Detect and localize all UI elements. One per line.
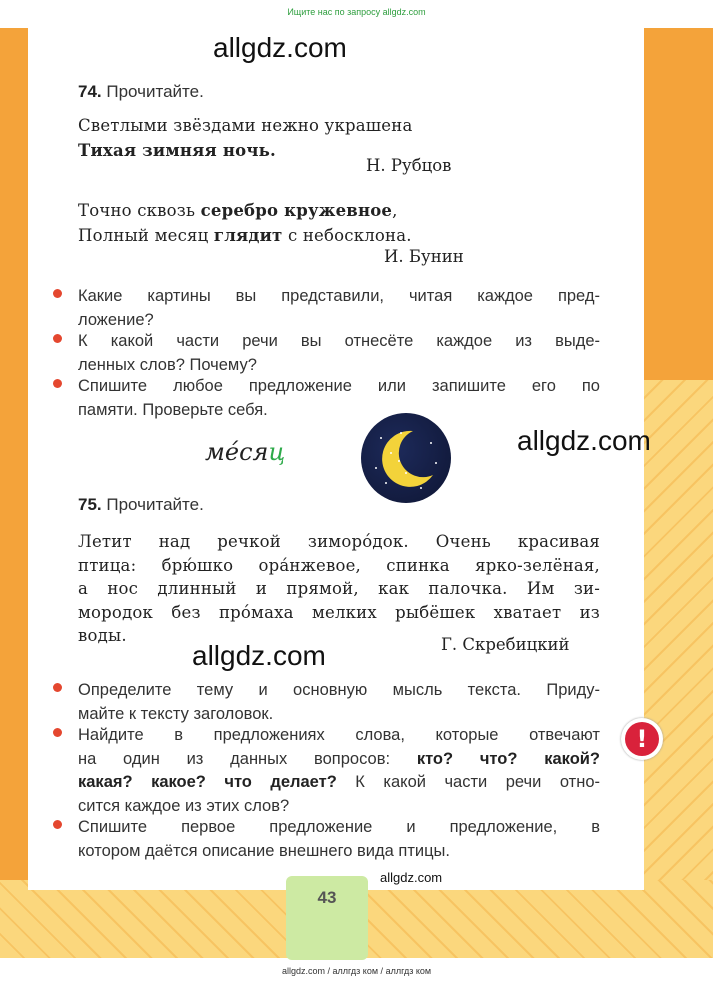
exercise-75-text — [78, 530, 600, 648]
question-2 — [78, 724, 600, 818]
question-1 — [78, 679, 600, 726]
question-line — [78, 748, 600, 772]
footer-note — [0, 966, 713, 976]
text-span: К какой части речи отно- — [336, 773, 600, 791]
exclamation-icon: ! — [625, 722, 659, 756]
handwritten-word — [205, 438, 285, 466]
text-line: птица: брю́шко ора́нжевое, спинка ярко-зелёная, — [78, 555, 600, 575]
question-line: ленных слов? Почему? — [78, 355, 257, 374]
question-line — [78, 771, 600, 795]
footer-link[interactable]: allgdz.com — [281, 966, 325, 976]
question-line: Определите тему и основную мысль текста. Приду- — [78, 681, 600, 699]
question-3 — [78, 816, 600, 863]
footer-separator: / — [380, 966, 384, 976]
footer-separator: / — [327, 966, 330, 976]
bold-questions: кто? что? какой? — [416, 749, 600, 768]
question-line: Спишите любое предложение или запишите его по — [78, 377, 600, 395]
watermark-middle-left: allgdz.com — [192, 640, 326, 671]
poem1-author: Н. Рубцов — [366, 156, 452, 175]
text-line: мородок без прóмаха мелких рыбёшек хватает из — [78, 602, 600, 622]
text-span: Точно сквозь — [78, 201, 201, 220]
question-line: Найдите в предложениях слова, которые отвечают — [78, 726, 600, 744]
bullet-icon — [53, 683, 62, 692]
exercise-75-heading — [78, 495, 204, 515]
text-author: Г. Скребицкий — [441, 635, 570, 654]
alert-badge — [621, 718, 663, 760]
question-line: ложение? — [78, 310, 154, 329]
question-line: котором даётся описание внешнего вида птицы. — [78, 841, 450, 860]
exercise-74-heading — [78, 82, 204, 102]
text-line: Летит над речкой зимоpóдок. Очень красивая — [78, 532, 600, 551]
question-line: майте к тексту заголовок. — [78, 704, 274, 723]
question-line: К какой части речи вы отнесёте каждое из выде- — [78, 332, 600, 350]
question-line: Спишите первое предложение и предложение, в — [78, 818, 600, 836]
text-span: Полный месяц — [78, 226, 214, 245]
bullet-icon — [53, 334, 62, 343]
footer-link[interactable]: аллгдз ком — [332, 966, 379, 976]
crescent-moon-icon — [361, 413, 451, 503]
exercise-number: 75. — [78, 495, 102, 514]
question-line: Какие картины вы представили, читая каждое пред- — [78, 287, 600, 305]
word-part: ме́ся — [205, 438, 269, 466]
poem2-line2 — [78, 226, 412, 245]
highlighted-letter: ц — [268, 438, 286, 466]
moon-illustration-icon — [361, 413, 451, 503]
bullet-icon — [53, 379, 62, 388]
text-line: а нос длинный и прямой, как палочка. Им зи- — [78, 579, 600, 598]
exercise-title: Прочитайте. — [106, 495, 204, 514]
page-number: 43 — [317, 888, 337, 907]
text-line: воды. — [78, 626, 127, 645]
bold-words: серебро кружевное — [200, 201, 393, 220]
watermark-bottom-small: allgdz.com — [380, 870, 443, 885]
text-span: на один из данных вопросов: — [78, 749, 417, 768]
exercise-title: Прочитайте. — [106, 82, 204, 101]
question-line: сится каждое из этих слов? — [78, 796, 290, 815]
question-3 — [78, 375, 600, 422]
question-line: памяти. Проверьте себя. — [78, 400, 268, 419]
bullet-icon — [53, 820, 62, 829]
footer-link[interactable]: аллгдз ком — [385, 966, 432, 976]
poem2-author: И. Бунин — [384, 247, 464, 266]
poem1-line1: Светлыми звёздами нежно украшена — [78, 116, 413, 135]
bold-questions: какая? какое? что делает? — [78, 773, 337, 791]
poem1-line2: Тихая зимняя ночь. — [78, 141, 276, 160]
header-note: Ищите нас по запросу allgdz.com — [287, 7, 426, 17]
bullet-icon — [53, 289, 62, 298]
bold-words: глядит — [213, 226, 283, 245]
question-2 — [78, 330, 600, 377]
exercise-number: 74. — [78, 82, 102, 101]
text-span: с небосклона. — [282, 226, 412, 245]
poem2-line1 — [78, 201, 398, 220]
watermark-top: allgdz.com — [213, 32, 347, 63]
bullet-icon — [53, 728, 62, 737]
question-1 — [78, 285, 600, 332]
watermark-middle-right: allgdz.com — [517, 425, 651, 456]
text-span: , — [392, 201, 398, 220]
